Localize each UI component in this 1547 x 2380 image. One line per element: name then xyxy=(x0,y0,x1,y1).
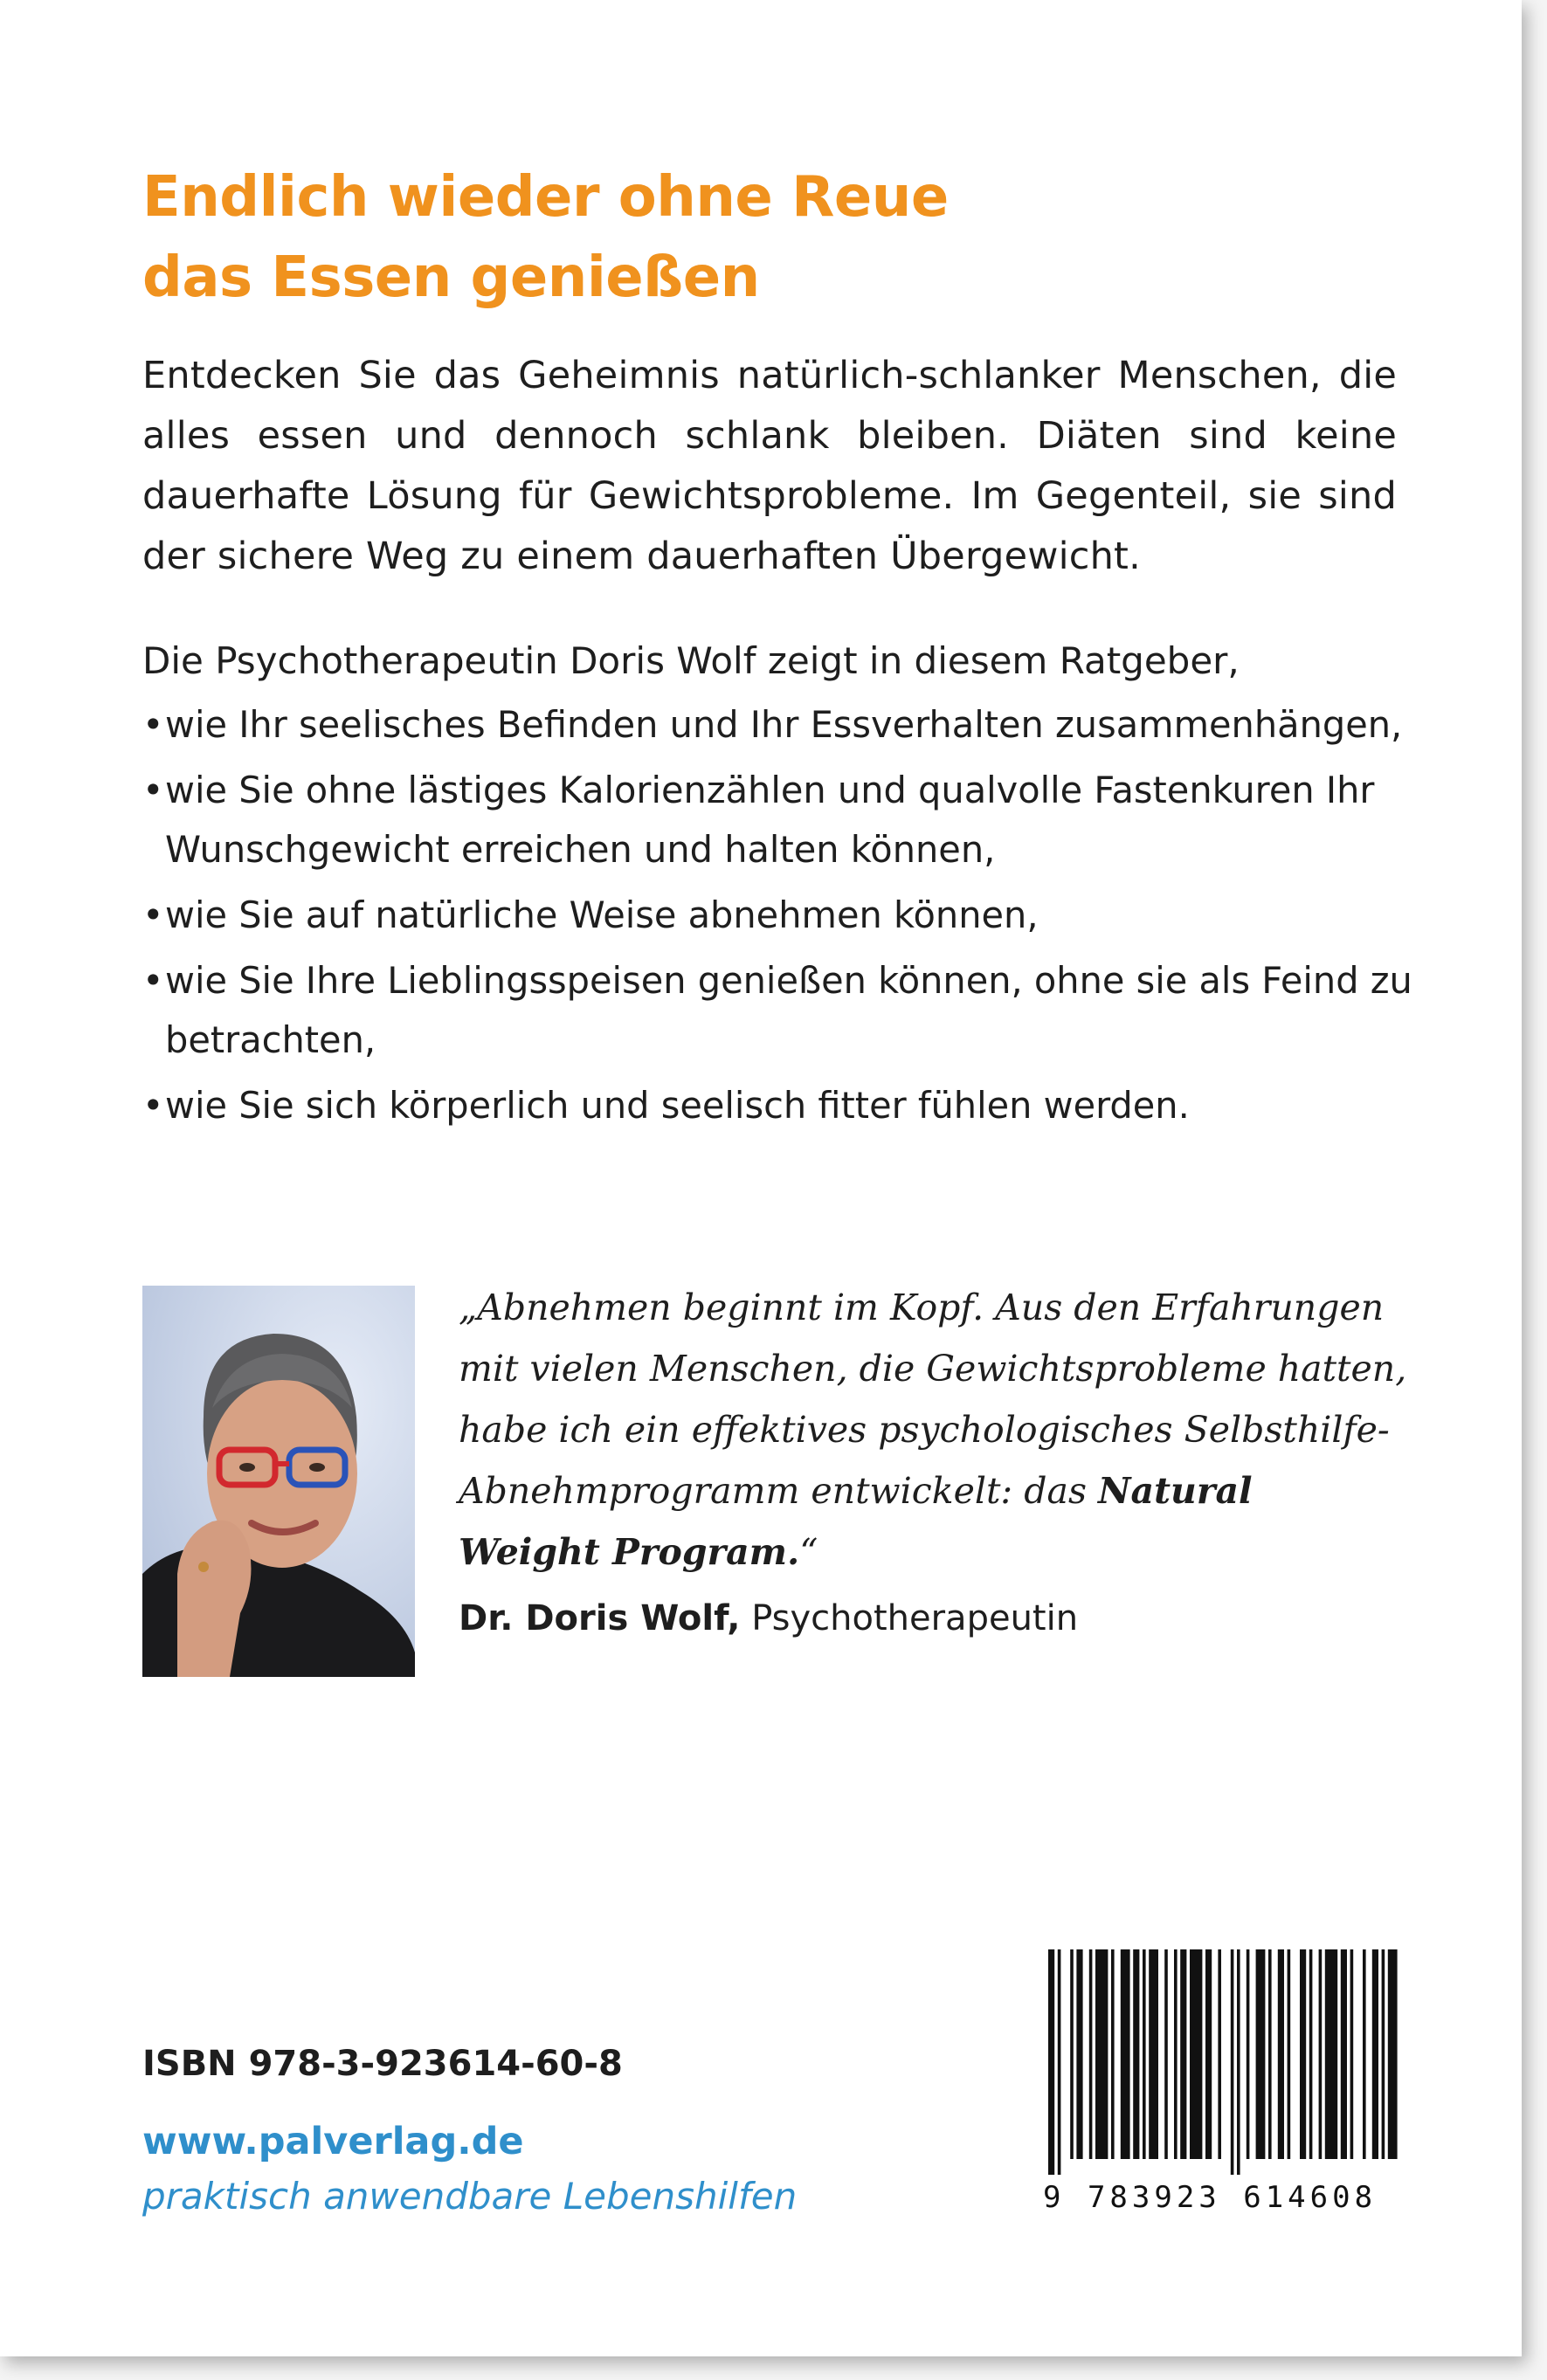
isbn: ISBN 978-3-923614-60-8 xyxy=(142,2044,623,2084)
barcode-bar xyxy=(1095,1949,1108,2159)
barcode-bar xyxy=(1363,1949,1366,2159)
benefit-list xyxy=(142,695,1418,1142)
barcode-bar xyxy=(1133,1949,1139,2159)
list-item-text: wie Sie auf natürliche Weise abnehmen können, xyxy=(165,893,1039,936)
barcode-bar xyxy=(1325,1949,1337,2159)
program-name: Weight Program. xyxy=(459,1531,800,1573)
quote-line xyxy=(459,1460,1411,1521)
list-item xyxy=(142,886,1418,945)
intro-paragraph: Entdecken Sie das Geheimnis natürlich-schlanker Menschen, die alles essen und dennoch schlank bleiben. Diäten sind keine dauerhafte Lösung für Gewichtsprobleme. Im Gegenteil, sie sind der sichere Weg zu einem dauerhaften Übergewicht. xyxy=(142,354,1397,578)
barcode-bar xyxy=(1350,1949,1354,2159)
barcode-bar xyxy=(1388,1949,1398,2159)
quote-closing-mark: “ xyxy=(799,1531,818,1573)
barcode-bar xyxy=(1268,1949,1272,2159)
barcode-bar xyxy=(1174,1949,1178,2159)
list-item xyxy=(142,761,1418,880)
barcode-bar xyxy=(1247,1949,1250,2159)
barcode-bar xyxy=(1164,1949,1168,2159)
author-portrait-photo xyxy=(142,1286,415,1677)
headline-line-1: Endlich wieder ohne Reue xyxy=(142,165,949,230)
author-credit xyxy=(459,1598,1078,1638)
bullet-icon: • xyxy=(142,1084,164,1127)
headline xyxy=(142,157,949,318)
list-item xyxy=(142,1076,1418,1135)
barcode-bar xyxy=(1190,1949,1202,2159)
lead-sentence: Die Psychotherapeutin Doris Wolf zeigt in diesem Ratgeber, xyxy=(142,639,1240,682)
list-item-text: wie Sie sich körperlich und seelisch fitter fühlen werden. xyxy=(165,1084,1190,1127)
quote-text: Abnehmprogramm entwickelt: das xyxy=(459,1470,1099,1512)
author-quote xyxy=(459,1277,1411,1583)
barcode-bar xyxy=(1149,1949,1158,2159)
bullet-icon: • xyxy=(142,703,164,746)
list-item xyxy=(142,951,1418,1070)
barcode-bar xyxy=(1076,1949,1082,2159)
barcode-bars xyxy=(1039,1949,1406,2176)
barcode-bar xyxy=(1143,1949,1146,2159)
barcode-bar xyxy=(1256,1949,1266,2159)
barcode-bar xyxy=(1300,1949,1306,2159)
list-item-text: wie Sie Ihre Lieblingsspeisen genießen können, ohne sie als Feind zu betrachten, xyxy=(165,959,1412,1061)
barcode-bar xyxy=(1089,1949,1093,2159)
barcode-bar xyxy=(1058,1949,1061,2175)
bullet-icon: • xyxy=(142,769,164,811)
bullet-icon: • xyxy=(142,893,164,936)
barcode-bar xyxy=(1048,1949,1054,2175)
barcode-bar xyxy=(1218,1949,1221,2159)
barcode-bar xyxy=(1309,1949,1313,2159)
barcode-bar xyxy=(1121,1949,1130,2159)
list-item-text: wie Ihr seelisches Befinden und Ihr Essverhalten zusammenhängen, xyxy=(165,703,1403,746)
barcode-bar xyxy=(1237,1949,1240,2175)
barcode-bar xyxy=(1205,1949,1212,2159)
list-item xyxy=(142,695,1418,755)
barcode-bar xyxy=(1341,1949,1347,2159)
quote-line: mit vielen Menschen, die Gewichtsprobleme hatten, xyxy=(459,1348,1407,1390)
publisher-website-link[interactable]: www.palverlag.de xyxy=(142,2120,524,2163)
barcode-bar xyxy=(1180,1949,1186,2159)
barcode-bar xyxy=(1111,1949,1115,2159)
publisher-slogan: praktisch anwendbare Lebenshilfen xyxy=(142,2175,798,2218)
bullet-icon: • xyxy=(142,959,164,1002)
list-item-text: wie Sie ohne lästiges Kalorienzählen und qualvolle Fastenkuren Ihr Wunschgewicht erreichen und halten können, xyxy=(165,769,1375,871)
barcode-bar xyxy=(1288,1949,1291,2159)
barcode-bar xyxy=(1372,1949,1378,2159)
author-name: Dr. Doris Wolf, xyxy=(459,1598,741,1638)
barcode-bar xyxy=(1231,1949,1234,2175)
barcode-bar xyxy=(1382,1949,1385,2159)
barcode-digits: 9 783923 614608 xyxy=(1043,2180,1378,2215)
quote-line: habe ich ein effektives psychologisches Selbsthilfe- xyxy=(459,1409,1390,1451)
program-name: Natural xyxy=(1098,1470,1253,1512)
barcode-bar xyxy=(1278,1949,1284,2159)
barcode-bar xyxy=(1319,1949,1323,2159)
headline-line-2: das Essen genießen xyxy=(142,245,760,310)
quote-line xyxy=(459,1521,1411,1583)
author-role: Psychotherapeutin xyxy=(740,1598,1079,1638)
portrait-illustration xyxy=(142,1286,415,1677)
barcode-bar xyxy=(1070,1949,1074,2159)
quote-line: „Abnehmen beginnt im Kopf. Aus den Erfahrungen xyxy=(459,1287,1385,1328)
